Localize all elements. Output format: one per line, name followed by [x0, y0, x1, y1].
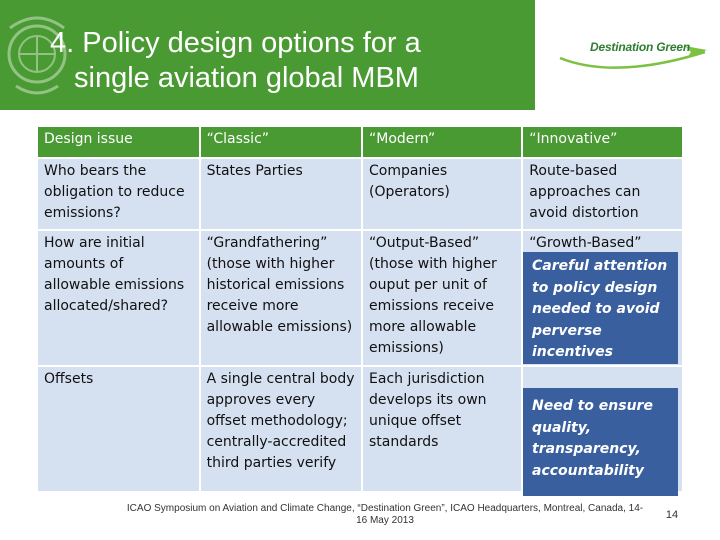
table-cell: A single central body approves every offset methodology; centrally-accredited third parties verify — [201, 367, 361, 491]
header-modern: “Modern” — [363, 127, 521, 157]
footer-text: ICAO Symposium on Aviation and Climate Change, “Destination Green”, ICAO Headquarters, Montreal, Canada, 14- 16 May 2013 — [126, 503, 644, 526]
table-cell: Who bears the obligation to reduce emissions? — [38, 159, 199, 229]
table-cell: Each jurisdiction develops its own unique offset standards — [363, 367, 521, 491]
header-innovative: “Innovative” — [523, 127, 682, 157]
table-row — [38, 159, 682, 229]
title-banner — [0, 0, 535, 110]
table-cell: Offsets — [38, 367, 199, 491]
callout-quality: Need to ensure quality, transparency, accountability — [523, 388, 678, 496]
slide-title-line1: 4. Policy design options for a — [50, 27, 421, 59]
table-cell: Companies (Operators) — [363, 159, 521, 229]
slide-title — [50, 26, 530, 96]
table-cell: “Grandfathering” (those with higher historical emissions receive more allowable emissions) — [201, 231, 361, 365]
header-design-issue: Design issue — [38, 127, 199, 157]
table-cell: “Growth-Based” — [523, 231, 682, 365]
callout-perverse-incentives: Careful attention to policy design needed to avoid perverse incentives — [523, 252, 678, 364]
table-header-row — [38, 127, 682, 157]
header-classic: “Classic” — [201, 127, 361, 157]
table-cell: Route-based approaches can avoid distortion — [523, 159, 682, 229]
brand-name: Destination Green — [590, 40, 690, 54]
slide-title-line2: single aviation global MBM — [74, 62, 419, 94]
table-cell: “Output-Based” (those with higher ouput per unit of emissions receive more allowable emissions) — [363, 231, 521, 365]
table-cell: States Parties — [201, 159, 361, 229]
table-cell: How are initial amounts of allowable emissions allocated/shared? — [38, 231, 199, 365]
page-number: 14 — [665, 509, 679, 521]
